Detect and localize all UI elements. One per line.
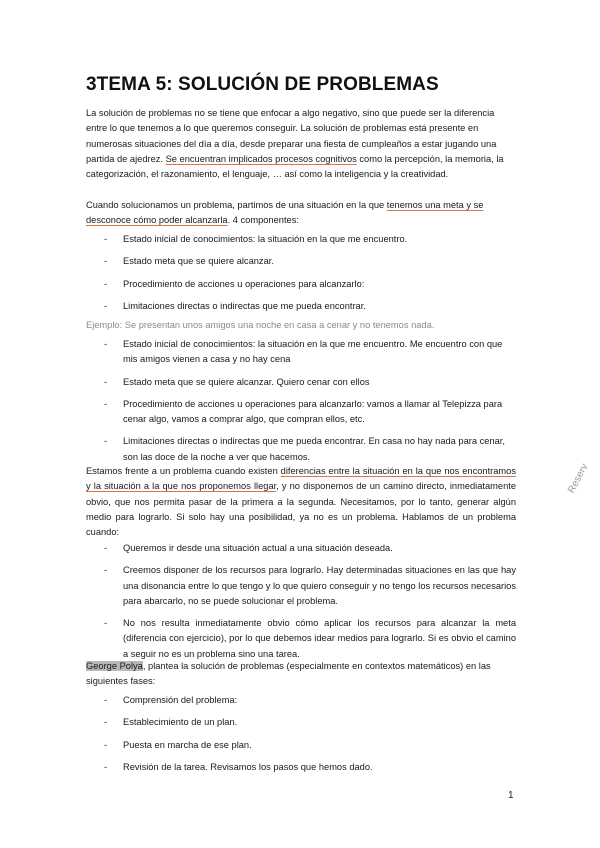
list-item: - Comprensión del problema: [86, 693, 516, 708]
list-item: - Puesta en marcha de ese plan. [86, 738, 516, 753]
list-item: - Estado inicial de conocimientos: la situación en la que me encuentro. Me encuentro con que mis amigos vienen a casa y no hay cena [86, 337, 516, 368]
intro-paragraph [86, 106, 516, 182]
list-item: - Estado meta que se quiere alcanzar. [86, 254, 516, 269]
problem-list [86, 541, 516, 662]
page-number: 1 [508, 790, 514, 801]
list-item: - Procedimiento de acciones u operaciones para alcanzarlo: [86, 277, 516, 292]
example-intro [86, 318, 516, 333]
intro-underlined: Se encuentran implicados procesos cognitivos [165, 153, 357, 164]
list-item: - No nos resulta inmediatamente obvio cómo aplicar los recursos para alcanzar la meta (diferencia con ejercicio), por lo que debemos idear medios para lograrlo. Si es obvio el camino a seguir no es un problema sino una tarea. [86, 616, 516, 662]
polya-paragraph [86, 659, 516, 690]
components-intro [86, 198, 516, 229]
problem-underlined: diferencias entre la situación en la que nos encontramos y la situación a la que nos proponemos llegar [86, 466, 516, 492]
components-list [86, 232, 516, 314]
problem-text-end: , y no disponemos de un camino directo, inmediatamente obvio, que nos permita pasar de la primera a la segunda. Necesitamos, por lo tanto, generar algún medio para lograrlo. Si solo hay una posibilidad, ya no es un problema. Hablamos de un problema cuando: [86, 481, 516, 538]
list-item: - Establecimiento de un plan. [86, 715, 516, 730]
polya-text: , plantea la solución de problemas (especialmente en contextos matemáticos) en las siguientes fases: [86, 661, 491, 687]
components-intro-text: Cuando solucionamos un problema, partimos de una situación en la que [86, 200, 387, 210]
intro-text-end: como la percepción, la memoria, la categorización, el razonamiento, el lenguaje, … así como la inteligencia y la creatividad. [86, 153, 504, 180]
example-list [86, 337, 516, 465]
list-item: - Revisión de la tarea. Revisamos los pasos que hemos dado. [86, 760, 516, 775]
list-item: - Queremos ir desde una situación actual a una situación deseada. [86, 541, 516, 556]
page-title: 3TEMA 5: SOLUCIÓN DE PROBLEMAS [86, 74, 439, 95]
example-text: Ejemplo: Se presentan unos amigos una noche en casa a cenar y no tenemos nada. [86, 320, 435, 330]
list-item: - Estado meta que se quiere alcanzar. Quiero cenar con ellos [86, 375, 516, 390]
problem-paragraph [86, 464, 516, 540]
watermark: Reserv [566, 462, 591, 496]
list-item: - Procedimiento de acciones u operaciones para alcanzarlo: vamos a llamar al Telepizza para cenar algo, vamos a comprar algo, que compran ellos, etc. [86, 397, 516, 428]
list-item: - Limitaciones directas o indirectas que me pueda encontrar. [86, 299, 516, 314]
components-intro-end: . 4 componentes: [227, 215, 299, 226]
components-intro-underlined: tenemos una meta y se desconoce cómo poder alcanzarla [86, 200, 484, 226]
phases-list [86, 693, 516, 775]
polya-highlight: George Polya [86, 661, 143, 671]
list-item: - Creemos disponer de los recursos para lograrlo. Hay determinadas situaciones en las que hay una disonancia entre lo que tengo y lo que quiero conseguir y no tengo los recursos necesarios para abarcarlo, no se puede solucionar el problema. [86, 563, 516, 609]
list-item: - Limitaciones directas o indirectas que me pueda encontrar. En casa no hay nada para cenar, son las doce de la noche a ver que hacemos. [86, 434, 516, 465]
problem-text: Estamos frente a un problema cuando existen [86, 466, 281, 476]
list-item: - Estado inicial de conocimientos: la situación en la que me encuentro. [86, 232, 516, 247]
intro-text: La solución de problemas no se tiene que enfocar a algo negativo, sino que puede ser la diferencia entre lo que tenemos a lo que queremos conseguir. La solución de problemas está presente en numerosas situaciones del día a día, desde preparar una fiesta de cumpleaños a estar jugando una partida de ajedrez. [86, 108, 497, 164]
